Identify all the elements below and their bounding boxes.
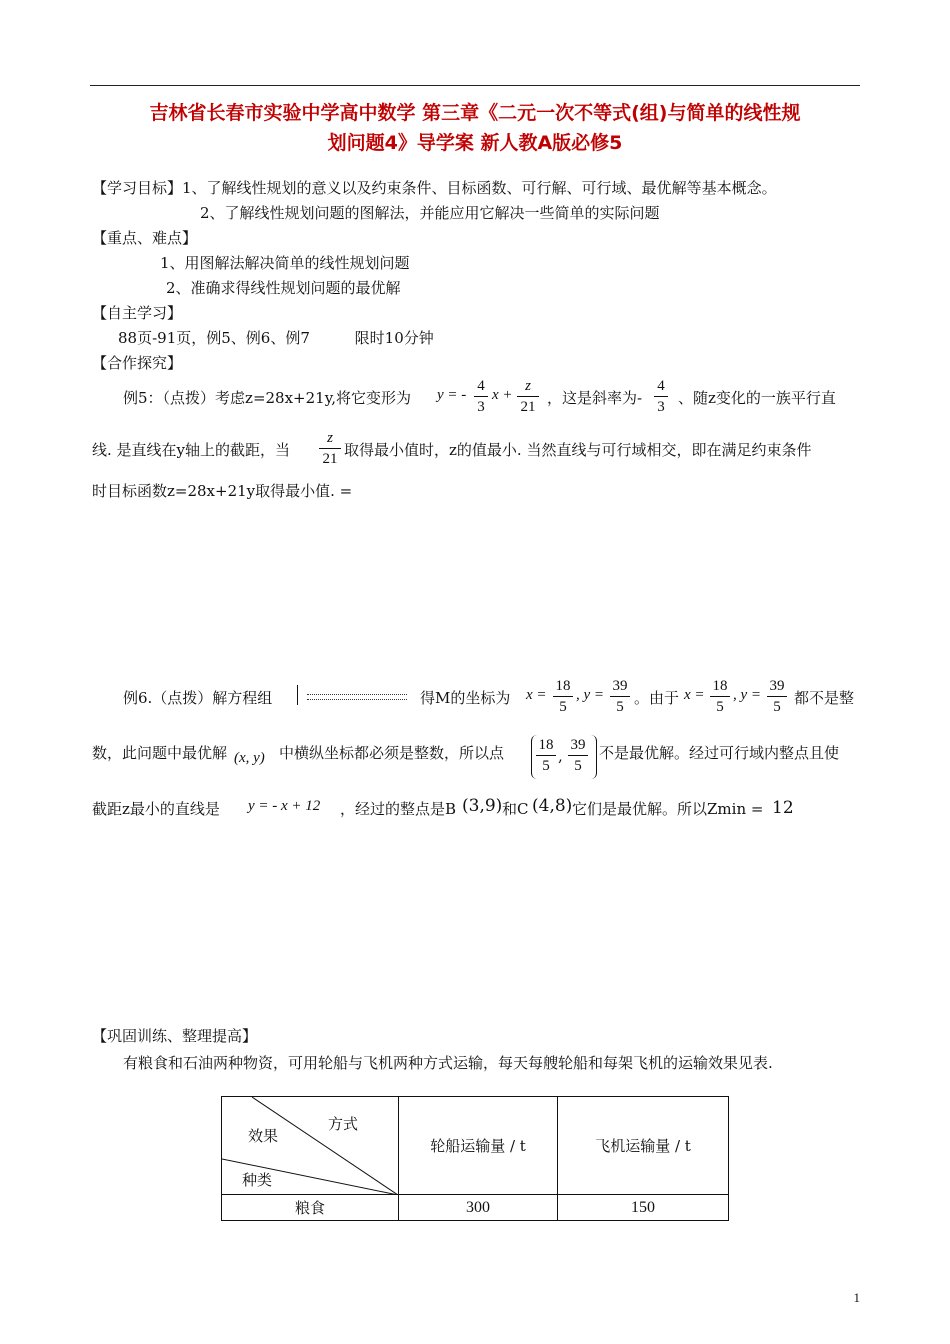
ex6-line2c: 不是最优解。经过可行域内整点且使 xyxy=(599,744,840,762)
table-corner-method: 方式 xyxy=(328,1115,359,1133)
ex6-line3a: 截距z最小的直线是 xyxy=(92,800,220,818)
ex6-frac-y-num: 39 xyxy=(612,678,628,694)
ex6-frac-y-den: 5 xyxy=(616,699,624,715)
objectives xyxy=(92,177,777,198)
ex6-line2b: 中横纵坐标都必须是整数，所以点 xyxy=(279,744,505,762)
transport-table xyxy=(221,1096,729,1221)
table-corner-cell xyxy=(222,1097,399,1195)
ex5-frac4 xyxy=(319,428,341,469)
ex6-pt-y-den: 5 xyxy=(574,758,582,774)
ex6-line1d: 都不是整 xyxy=(794,689,855,707)
selfstudy-text xyxy=(118,327,434,348)
ex6-frac-x-num: 18 xyxy=(555,678,571,694)
ex5-line2a: 线. 是直线在y轴上的截距，当 xyxy=(92,441,291,459)
ex5-eq-x: x + xyxy=(492,387,513,403)
ex6-line3c: 和C xyxy=(502,800,529,818)
practice-heading: 【巩固训练、整理提高】 xyxy=(92,1027,258,1045)
ex6-pt-y-num: 39 xyxy=(570,737,586,753)
ex5-frac2-num: z xyxy=(525,378,531,394)
ex5-frac3-den: 3 xyxy=(657,399,665,415)
ex6-point-b: (3,9) xyxy=(462,796,503,816)
practice-text: 有粮食和石油两种物资，可用轮船与飞机两种方式运输，每天每艘轮船和每架飞机的运输效果见表. xyxy=(123,1054,773,1072)
ex6-frac-x2 xyxy=(710,676,730,717)
ex6-y-eq2: , y = xyxy=(733,687,762,703)
top-rule xyxy=(90,85,860,86)
table-cell-plane: 150 xyxy=(558,1195,729,1221)
ex6-frac-y xyxy=(610,676,630,717)
ex5-frac2-den: 21 xyxy=(520,399,536,415)
ex6-pt-x xyxy=(536,735,556,776)
ex6-pt-x-num: 18 xyxy=(538,737,554,753)
ex6-y-eq: , y = xyxy=(576,687,605,703)
ex5-frac3-num: 4 xyxy=(657,378,665,394)
ex6-frac-x-den: 5 xyxy=(559,699,567,715)
keypoints-item1: 1、用图解法解决简单的线性规划问题 xyxy=(160,254,410,272)
keypoints-item2: 2、准确求得线性规划问题的最优解 xyxy=(166,279,401,297)
table-row xyxy=(222,1195,729,1221)
ex5-frac2 xyxy=(517,376,539,417)
ex6-point xyxy=(531,735,597,779)
page-number: 1 xyxy=(853,1290,860,1305)
ex6-line3-eq: y = - x + 12 xyxy=(248,798,321,814)
objectives-item1: 1、了解线性规划的意义以及约束条件、目标函数、可行解、可行域、最优解等基本概念。 xyxy=(182,179,777,197)
ex6-line3d: 它们是最优解。所以Zmin = xyxy=(572,800,764,818)
ex5-frac4-den: 21 xyxy=(322,451,338,467)
ex5-frac3 xyxy=(654,376,668,417)
ex6-brace xyxy=(297,685,301,705)
selfstudy-pages: 88页-91页，例5、例6、例7 xyxy=(118,329,310,347)
ex5-line1b: ，这是斜率为- xyxy=(547,389,643,407)
ex5-line3: 时目标函数z=28x+21y取得最小值. = xyxy=(92,482,353,500)
doc-title-line2: 划问题4》导学案 新人教A版必修5 xyxy=(327,132,623,154)
ex5-frac1-den: 3 xyxy=(477,399,485,415)
selfstudy-timelimit: 限时10分钟 xyxy=(354,329,434,347)
table-header-plane: 飞机运输量 / t xyxy=(558,1097,729,1195)
ex6-line1c: 。由于 xyxy=(634,689,680,707)
ex5-line1c: 、随z变化的一族平行直 xyxy=(678,389,836,407)
ex6-frac-x2-num: 18 xyxy=(712,678,728,694)
objectives-item2: 2、了解线性规划问题的图解法，并能应用它解决一些简单的实际问题 xyxy=(200,204,660,222)
ex6-frac-x2-den: 5 xyxy=(716,699,724,715)
table-cell-ship: 300 xyxy=(399,1195,558,1221)
ex6-frac-y2-num: 39 xyxy=(769,678,785,694)
ex6-frac-x xyxy=(553,676,573,717)
ex6-pt-comma: , xyxy=(558,747,563,765)
ex6-frac-y2 xyxy=(767,676,787,717)
ex6-x-eq: x = xyxy=(526,687,547,703)
explore-heading: 【合作探究】 xyxy=(92,354,183,372)
ex6-line3b: ，经过的整点是B xyxy=(340,800,457,818)
ex6-zmin: 12 xyxy=(772,798,794,818)
ex6-frac-y2-den: 5 xyxy=(773,699,781,715)
ex5-frac1-num: 4 xyxy=(477,378,485,394)
selfstudy-heading: 【自主学习】 xyxy=(92,304,183,322)
ex6-pt-y xyxy=(568,735,588,776)
ex6-xy: (x, y) xyxy=(234,750,265,766)
table-corner-effect: 效果 xyxy=(248,1127,279,1145)
doc-title-line1: 吉林省长春市实验中学高中数学 第三章《二元一次不等式(组)与简单的线性规 xyxy=(149,102,801,124)
ex6-x-eq2: x = xyxy=(684,687,705,703)
table-cell-kind: 粮食 xyxy=(222,1195,399,1221)
ex6-equation-system xyxy=(297,685,417,707)
ex6-point-c: (4,8) xyxy=(532,796,573,816)
ex6-line2a: 数，此问题中最优解 xyxy=(92,744,228,762)
objectives-heading: 【学习目标】 xyxy=(92,179,183,197)
ex5-line2b: 取得最小值时，z的值最小. 当然直线与可行域相交，即在满足约束条件 xyxy=(344,441,812,459)
table-corner-kind: 种类 xyxy=(242,1171,273,1189)
ex6-pt-x-den: 5 xyxy=(542,758,550,774)
ex5-frac4-num: z xyxy=(327,430,333,446)
ex5-eq-y: y = - xyxy=(437,387,467,403)
ex6-line1a: 例6.（点拨）解方程组 xyxy=(123,689,273,707)
ex5-frac1 xyxy=(474,376,488,417)
keypoints-heading: 【重点、难点】 xyxy=(92,229,198,247)
ex6-line1b: 得M的坐标为 xyxy=(420,689,511,707)
table-header-ship: 轮船运输量 / t xyxy=(399,1097,558,1195)
ex5-line1a: 例5：（点拨）考虑z=28x+21y,将它变形为 xyxy=(123,389,411,407)
